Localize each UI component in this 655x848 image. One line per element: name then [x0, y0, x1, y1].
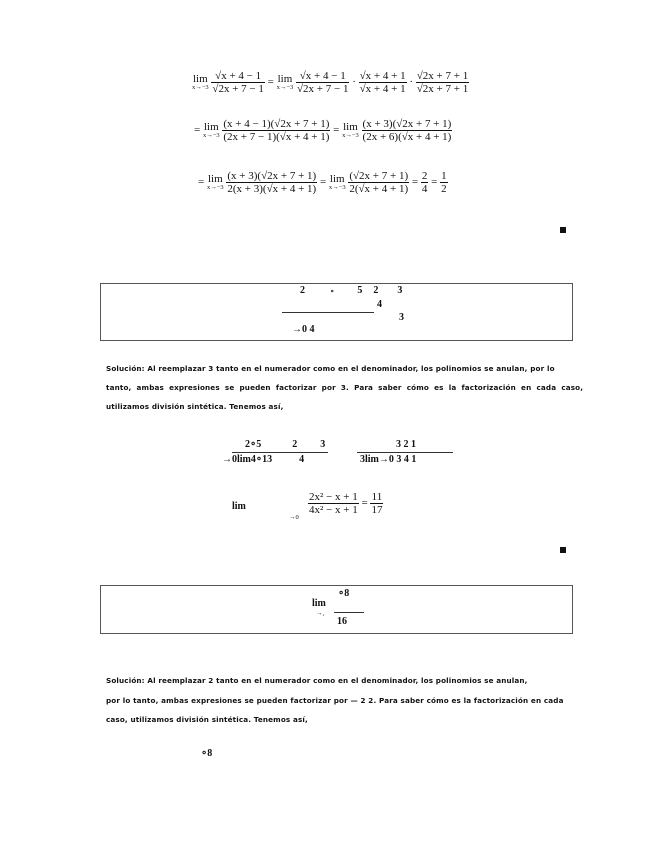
box2-fraction-bar [334, 612, 364, 613]
numerator: (√2x + 7 + 1) [349, 170, 409, 182]
equals-sign: = [267, 76, 274, 89]
solution-paragraph-1-line-3: utilizamos división sintética. Tenemos así, [106, 402, 284, 411]
equals-sign: = [431, 176, 438, 189]
lim-word: lim [329, 172, 345, 185]
fraction [211, 70, 264, 95]
synthetic-value: 4 [299, 454, 305, 465]
derivation-line-1 [192, 70, 469, 95]
lim-word: lim [277, 72, 293, 85]
fraction [296, 70, 349, 95]
denominator: √2x + 7 − 1 [212, 83, 264, 95]
synthetic-right-bottom: 3lim→0 3 4 1 [360, 454, 417, 465]
lim-word: lim [203, 120, 219, 133]
box1-right-value: 3 [399, 312, 404, 323]
trailing-expression: ∘8 [201, 748, 213, 759]
lim-subscript: x→−3 [206, 183, 224, 191]
numerator: √x + 4 − 1 [211, 70, 264, 83]
lim-subscript: x→−3 [192, 83, 209, 91]
box1-arrow-label: →0 4 [292, 324, 315, 335]
solution-paragraph-2-line-1: Solución: Al reemplazar 2 tanto en el numerador como en el denominador, los polinomios se anulan, [106, 676, 528, 685]
derivation-line-2 [194, 118, 452, 143]
box1-num: 3 [397, 285, 403, 296]
numerator: 11 [371, 491, 383, 503]
solution-paragraph-1-line-2: tanto, ambas expresiones se pueden factorizar por 3. Para saber cómo es la factorización en cada caso, [106, 383, 584, 392]
numerator: √x + 4 + 1 [359, 70, 406, 82]
lim-subscript: x→−3 [342, 131, 359, 139]
box1-fraction-bar [282, 312, 374, 313]
fraction [421, 170, 429, 195]
numerator: 2x² − x + 1 [309, 491, 358, 503]
denominator: (2x + 6)(√x + 4 + 1) [362, 131, 452, 143]
equals-sign: = [361, 497, 368, 510]
box1-num: 2 [300, 285, 305, 296]
limit-operator [277, 74, 294, 92]
box2-lim-subscript: →, [316, 610, 325, 617]
box1-num: 2 [373, 285, 379, 296]
synthetic-value: →0lim4∘13 [222, 454, 273, 465]
denominator: 2(√x + 4 + 1) [349, 183, 409, 195]
box2-numerator: ∘8 [338, 588, 350, 599]
box2-denominator: 16 [337, 616, 347, 627]
synthetic-value: 2 [292, 439, 298, 450]
dot-operator: · [352, 76, 356, 89]
synthetic-left-bar [232, 452, 328, 453]
equals-sign: = [194, 124, 201, 137]
limit-subscript: →0 [289, 514, 299, 521]
denominator: 4 [421, 183, 428, 195]
solution-paragraph-2-line-2: por lo tanto, ambas expresiones se pueden factorizar por — 2 2. Para saber cómo es la factorización en cada [106, 696, 564, 705]
synthetic-right-top: 3 2 1 [396, 439, 416, 450]
solution-paragraph-2-line-3: caso, utilizamos división sintética. Tenemos así, [106, 715, 308, 724]
denominator: 17 [371, 504, 383, 516]
denominator: (2x + 7 − 1)(√x + 4 + 1) [223, 131, 330, 143]
synthetic-left-bottom [222, 454, 304, 465]
fraction [370, 491, 383, 516]
box1-mid-value: 4 [377, 299, 382, 310]
lim-word: lim [343, 120, 358, 133]
denominator: √2x + 7 + 1 [416, 83, 469, 95]
denominator: 4x² − x + 1 [309, 504, 358, 516]
fraction [362, 118, 453, 143]
lim-word: lim [207, 172, 223, 185]
numerator: (x + 3)(√2x + 7 + 1) [362, 118, 452, 130]
denominator: 2(x + 3)(√x + 4 + 1) [227, 183, 317, 195]
fraction [222, 118, 330, 143]
end-of-proof-mark [560, 547, 566, 553]
end-of-proof-mark [560, 227, 566, 233]
lim-word: lim [193, 72, 208, 85]
denominator: 2 [441, 183, 447, 195]
fraction [359, 70, 407, 95]
limit-fraction [308, 491, 383, 516]
fraction [348, 170, 409, 195]
lim-subscript: x→−3 [328, 183, 346, 191]
derivation-line-3 [198, 170, 448, 195]
limit-operator [329, 174, 346, 192]
synthetic-value: 2∘5 [245, 439, 262, 450]
numerator: 2 [421, 170, 428, 182]
fraction [416, 70, 469, 95]
synthetic-left-top [245, 439, 325, 450]
limit-operator [203, 122, 220, 140]
limit-word: lim [232, 501, 246, 512]
numerator: √x + 4 − 1 [296, 70, 349, 83]
equals-sign: = [411, 176, 419, 189]
synthetic-value: 3 [320, 439, 326, 450]
numerator: (x + 3)(√2x + 7 + 1) [227, 170, 317, 182]
dot-operator: · [409, 76, 414, 89]
box1-num: 5 [357, 285, 363, 296]
box2-lim: lim [312, 598, 326, 609]
limit-operator [342, 122, 359, 140]
synthetic-right-bar [357, 452, 453, 453]
fraction [226, 170, 317, 195]
equals-sign: = [333, 124, 340, 137]
denominator: √x + 4 + 1 [359, 83, 406, 95]
equals-sign: = [319, 176, 327, 189]
equals-sign: = [198, 176, 205, 189]
fraction [440, 170, 448, 195]
solution-paragraph-1-line-1: Solución: Al reemplazar 3 tanto en el numerador como en el denominador, los polinomios se anulan, por lo [106, 364, 555, 373]
fraction [308, 491, 359, 516]
limit-operator [207, 174, 224, 192]
numerator: √2x + 7 + 1 [416, 70, 469, 82]
box1-top-row [300, 285, 402, 296]
numerator: (x + 4 − 1)(√2x + 7 + 1) [223, 118, 330, 130]
limit-operator [192, 74, 209, 92]
box1-circle: ∘ [330, 287, 335, 295]
lim-subscript: x→−3 [276, 83, 294, 91]
numerator: 1 [441, 170, 447, 182]
denominator: √2x + 7 − 1 [297, 83, 349, 95]
lim-subscript: x→−3 [202, 131, 220, 139]
